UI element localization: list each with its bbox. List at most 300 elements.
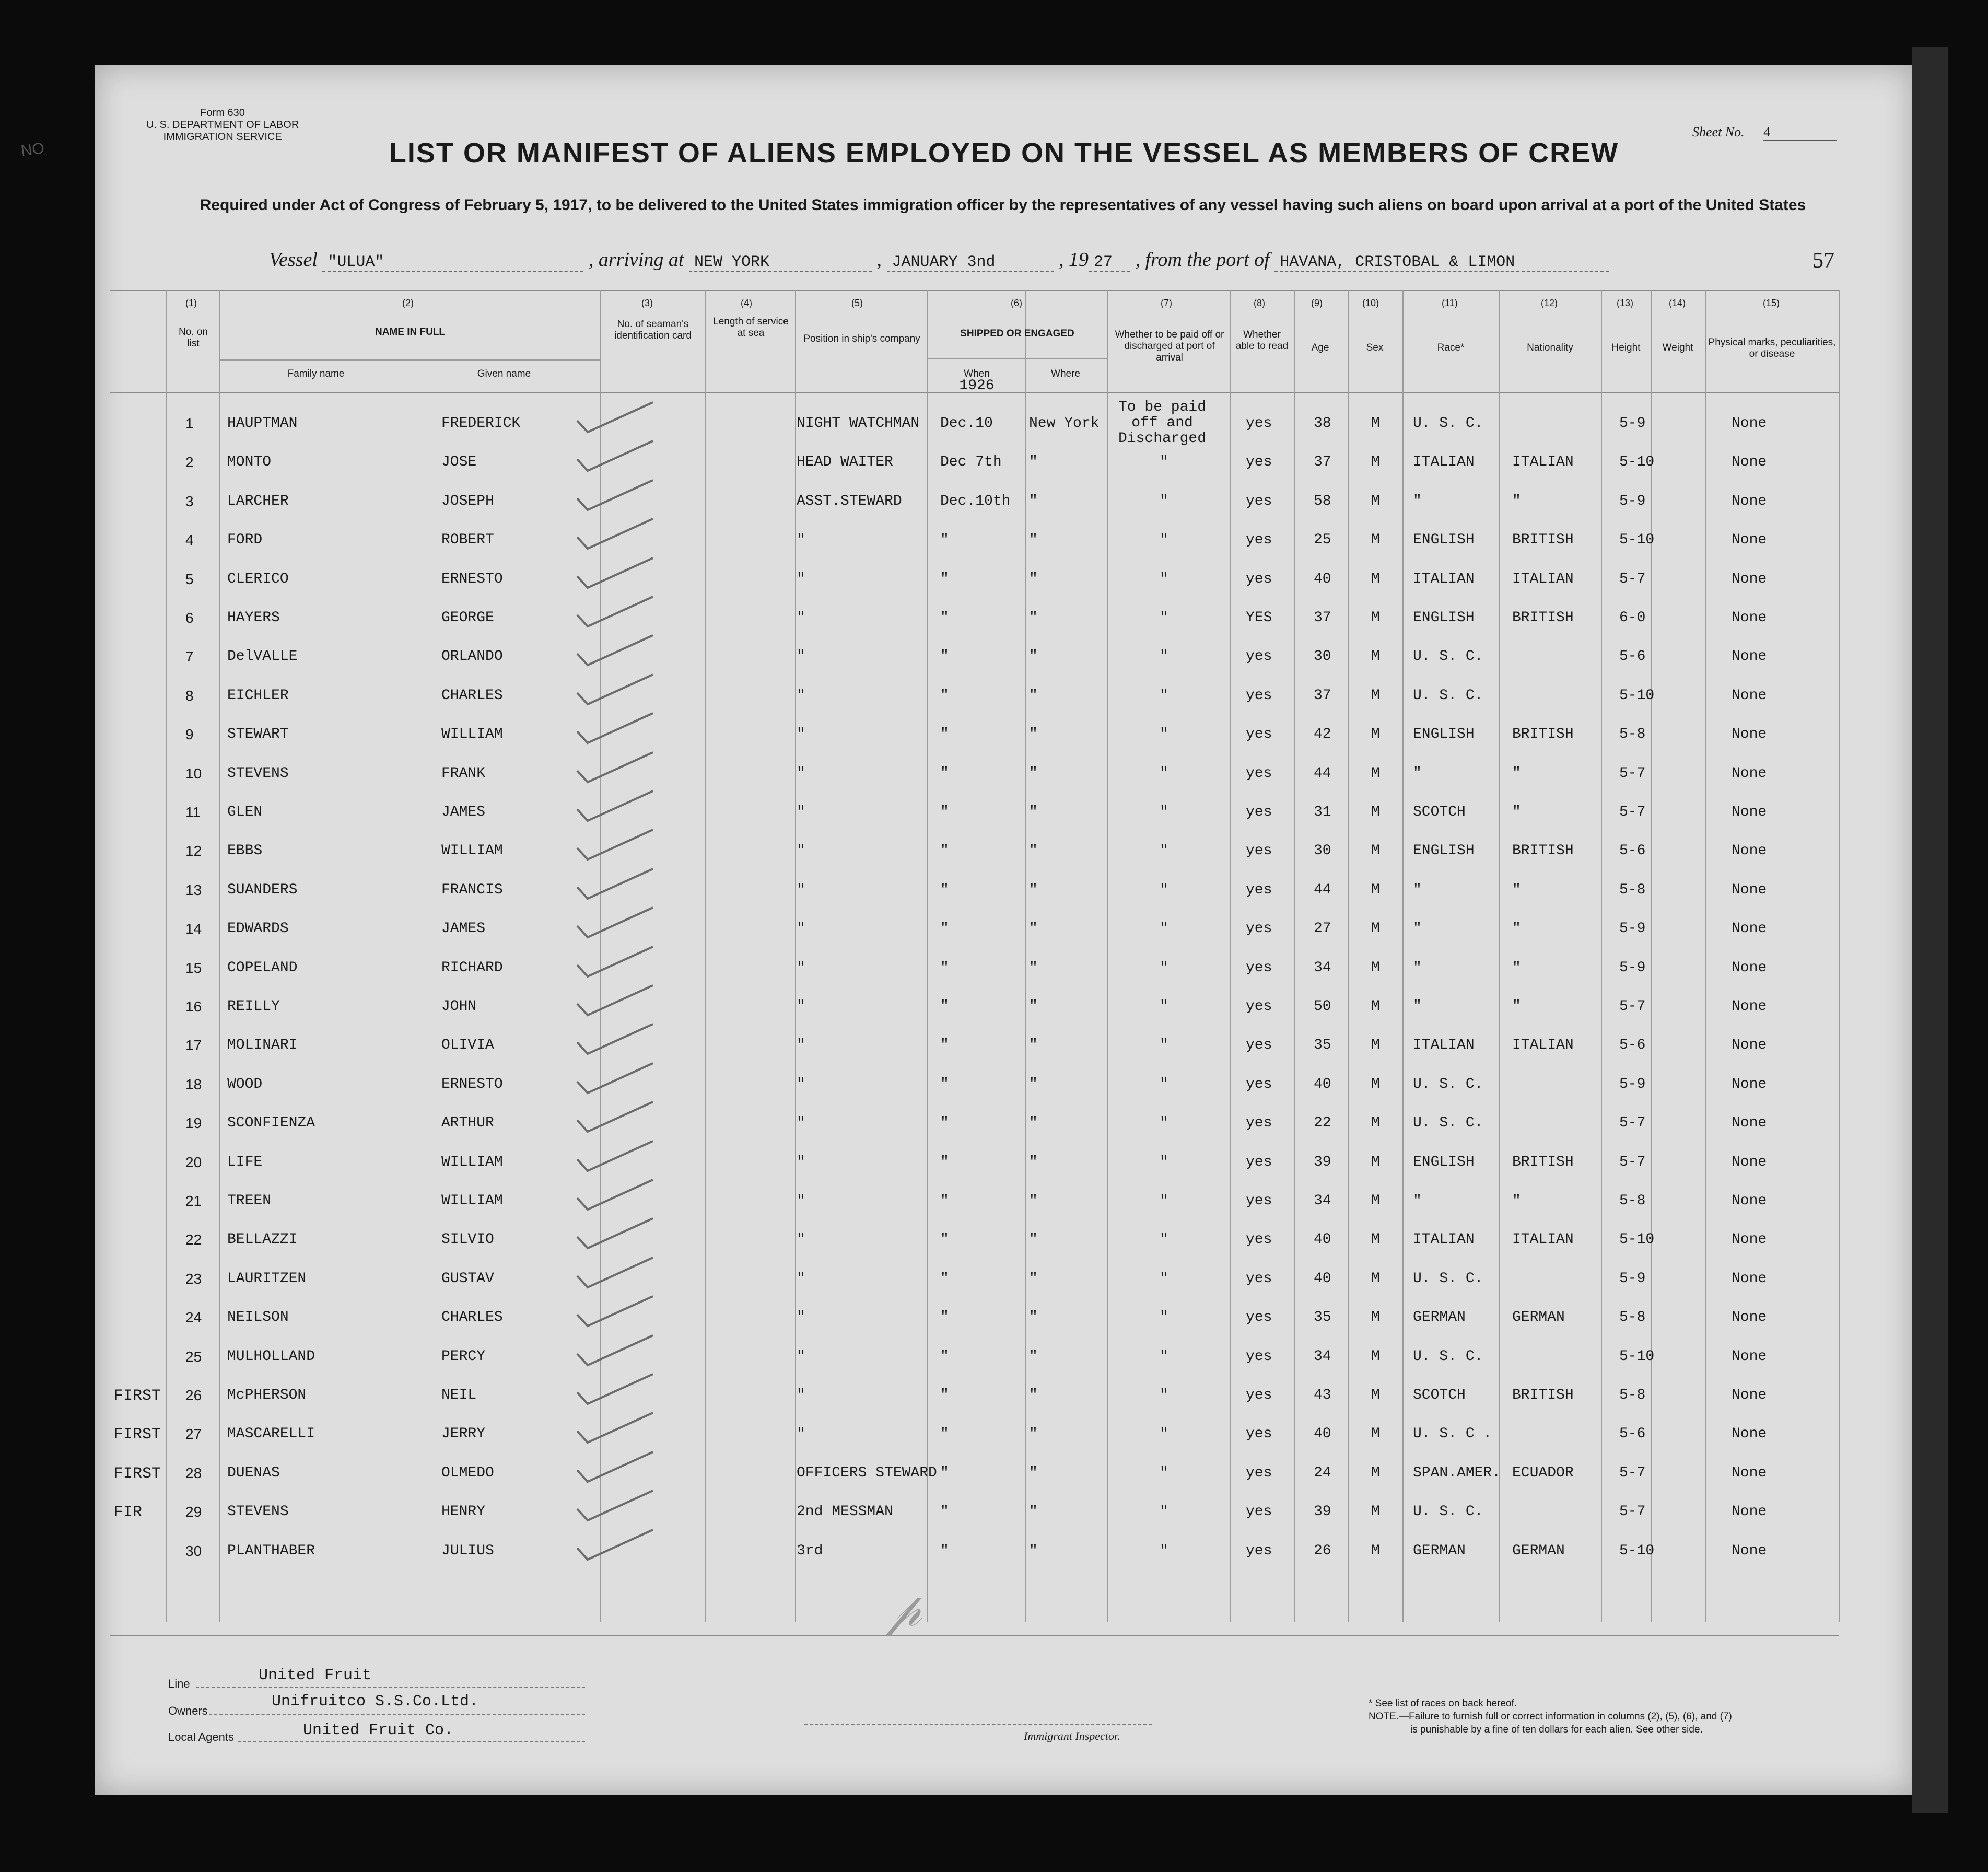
- position: ": [797, 648, 805, 665]
- height: 5-6: [1619, 843, 1646, 859]
- shipped-when: ": [940, 765, 949, 782]
- height: 5-9: [1619, 1270, 1646, 1287]
- paid-off: ": [1160, 1348, 1168, 1365]
- physical-marks: None: [1732, 1464, 1767, 1481]
- table-row: [0, 765, 1988, 804]
- physical-marks: None: [1732, 610, 1767, 626]
- height: 5-10: [1619, 1542, 1655, 1559]
- able-to-read: yes: [1246, 493, 1272, 509]
- arrival-date: JANUARY 3nd: [887, 253, 1054, 272]
- physical-marks: None: [1732, 1154, 1767, 1170]
- able-to-read: yes: [1246, 959, 1272, 976]
- shipped-when: Dec.10th: [940, 493, 1011, 509]
- shipped-where: ": [1029, 1387, 1038, 1403]
- shipped-where: ": [1029, 610, 1038, 626]
- shipped-header-rule: [927, 358, 1107, 359]
- shipped-when: ": [940, 804, 949, 820]
- race: SCOTCH: [1413, 1387, 1466, 1403]
- given-name: SILVIO: [441, 1231, 494, 1248]
- age: 35: [1314, 1309, 1331, 1326]
- position: ": [797, 1193, 805, 1209]
- given-name: GUSTAV: [441, 1270, 494, 1287]
- height: 5-7: [1619, 765, 1646, 782]
- nationality: ITALIAN: [1512, 1231, 1574, 1248]
- position: ": [797, 843, 805, 859]
- header-sex: Sex: [1366, 342, 1384, 353]
- shipped-when: ": [940, 881, 949, 898]
- checkmark-icon: [575, 788, 658, 825]
- shipped-where: ": [1029, 454, 1038, 471]
- shipped-where: ": [1029, 1309, 1038, 1326]
- paid-off: ": [1160, 959, 1168, 976]
- paid-off: To be paid off and Discharged: [1118, 399, 1207, 447]
- sex: M: [1371, 1348, 1380, 1365]
- age: 58: [1314, 493, 1331, 509]
- sex: M: [1371, 1193, 1380, 1209]
- age: 34: [1314, 1193, 1331, 1209]
- checkmark-icon: [575, 672, 658, 708]
- physical-marks: None: [1732, 1387, 1767, 1403]
- handwritten-signature: 𝓅: [888, 1584, 922, 1636]
- table-row: [0, 960, 1988, 998]
- header-position: Position in ship's company: [803, 333, 920, 344]
- height: 5-6: [1619, 1037, 1646, 1054]
- given-name: OLMEDO: [441, 1464, 494, 1481]
- side-annotation: FIRST: [114, 1387, 161, 1405]
- paid-off: ": [1160, 881, 1168, 898]
- nationality: GERMAN: [1512, 1309, 1565, 1326]
- table-row: [0, 998, 1988, 1037]
- physical-marks: None: [1732, 1348, 1767, 1365]
- sex: M: [1371, 1270, 1380, 1287]
- table-row: [0, 804, 1988, 843]
- races-note: * See list of races on back hereof.: [1369, 1698, 1517, 1709]
- age: 39: [1314, 1154, 1331, 1170]
- sheet-label: Sheet No.: [1692, 124, 1745, 139]
- row-number: 8: [185, 687, 194, 704]
- checkmark-icon: [575, 944, 658, 981]
- nationality: BRITISH: [1512, 843, 1574, 859]
- height: 5-8: [1619, 1193, 1646, 1209]
- nationality: ": [1512, 881, 1521, 898]
- given-name: WILLIAM: [441, 1154, 503, 1170]
- side-stamp: NO: [19, 139, 46, 160]
- paid-off: ": [1160, 648, 1168, 665]
- nationality: BRITISH: [1512, 610, 1574, 626]
- table-row: [0, 1465, 1988, 1504]
- shipped-when: ": [940, 1231, 949, 1248]
- page-subtitle: Required under Act of Congress of February 5, 1917, to be delivered to the United States immigration officer by the representatives of any vessel having such aliens on board upon arrival at a port of the United States: [200, 196, 1806, 214]
- checkmark-icon: [575, 866, 658, 903]
- penalty-note: NOTE.—Failure to furnish full or correct information in columns (2), (5), (6), and (7): [1369, 1711, 1732, 1722]
- nationality: ECUADOR: [1512, 1464, 1574, 1481]
- physical-marks: None: [1732, 493, 1767, 509]
- sex: M: [1371, 571, 1380, 587]
- age: 39: [1314, 1504, 1331, 1520]
- nationality: ": [1512, 1193, 1521, 1209]
- able-to-read: yes: [1246, 1542, 1272, 1559]
- table-row: [0, 571, 1988, 610]
- nationality: ": [1512, 804, 1521, 820]
- position: ": [797, 726, 805, 743]
- given-name: FREDERICK: [441, 415, 521, 432]
- physical-marks: None: [1732, 1115, 1767, 1132]
- shipped-when: ": [940, 1348, 949, 1365]
- arriving-label: , arriving at: [588, 249, 684, 271]
- paid-off: ": [1160, 1309, 1168, 1326]
- race: U. S. C.: [1413, 1076, 1483, 1092]
- shipped-when: Dec 7th: [940, 454, 1002, 471]
- height: 5-10: [1619, 454, 1655, 471]
- table-row: [0, 1115, 1988, 1154]
- position: ": [797, 1076, 805, 1092]
- race: ENGLISH: [1413, 726, 1475, 743]
- vessel-name: "ULUA": [322, 253, 583, 272]
- physical-marks: None: [1732, 998, 1767, 1015]
- sex: M: [1371, 454, 1380, 471]
- race: U. S. C.: [1413, 1348, 1483, 1365]
- row-number: 27: [185, 1426, 202, 1443]
- sex: M: [1371, 843, 1380, 859]
- physical-marks: None: [1732, 881, 1767, 898]
- checkmark-icon: [575, 1061, 658, 1097]
- row-number: 17: [185, 1037, 202, 1054]
- age: 40: [1314, 1270, 1331, 1287]
- race: SPAN.AMER.: [1413, 1464, 1501, 1481]
- shipped-where: ": [1029, 921, 1038, 937]
- race: U. S. C.: [1413, 415, 1483, 432]
- shipped-where: ": [1029, 687, 1038, 704]
- shipped-when: ": [940, 726, 949, 743]
- sex: M: [1371, 687, 1380, 704]
- family-name: MOLINARI: [227, 1037, 298, 1054]
- table-row: [0, 1387, 1988, 1426]
- age: 35: [1314, 1037, 1331, 1054]
- column-number: (8): [1254, 298, 1265, 308]
- shipped-where: ": [1029, 998, 1038, 1015]
- race: ": [1413, 959, 1422, 976]
- position: ": [797, 1270, 805, 1287]
- header-id-card: No. of seaman's identification card: [614, 319, 692, 341]
- age: 34: [1314, 959, 1331, 976]
- table-row: [0, 493, 1988, 532]
- physical-marks: None: [1732, 415, 1767, 432]
- age: 42: [1314, 726, 1331, 743]
- shipped-when: ": [940, 1464, 949, 1481]
- table-row: [0, 1348, 1988, 1387]
- nationality: ITALIAN: [1512, 1037, 1574, 1054]
- inspector-label: Immigrant Inspector.: [1024, 1729, 1120, 1742]
- row-number: 23: [185, 1270, 202, 1287]
- physical-marks: None: [1732, 804, 1767, 820]
- row-number: 9: [185, 726, 194, 743]
- shipped-where: ": [1029, 1076, 1038, 1092]
- checkmark-icon: [575, 1527, 658, 1564]
- given-name: JAMES: [441, 921, 486, 937]
- nationality: BRITISH: [1512, 1387, 1574, 1403]
- family-name: LARCHER: [227, 493, 289, 509]
- position: ": [797, 571, 805, 587]
- page-number: 57: [1812, 249, 1834, 273]
- race: GERMAN: [1413, 1309, 1466, 1326]
- race: ": [1413, 1193, 1422, 1209]
- race: U. S. C.: [1413, 648, 1483, 665]
- table-row: [0, 1543, 1988, 1582]
- header-height: Height: [1611, 342, 1641, 353]
- paid-off: ": [1160, 1464, 1168, 1481]
- checkmark-icon: [575, 1371, 658, 1408]
- shipped-where: ": [1029, 726, 1038, 743]
- vessel-line: Vessel "ULUA" , arriving at NEW YORK , JANUARY 3nd , 19 27 , from the port of HAVANA, CRISTOBAL & LIMON: [269, 248, 1609, 272]
- shipped-when: ": [940, 1426, 949, 1443]
- age: 31: [1314, 804, 1331, 820]
- height: 5-9: [1619, 921, 1646, 937]
- given-name: ARTHUR: [441, 1115, 494, 1132]
- shipped-when: ": [940, 1076, 949, 1092]
- row-number: 14: [185, 921, 202, 937]
- given-name: CHARLES: [441, 687, 503, 704]
- header-where: Where: [1051, 368, 1080, 379]
- row-number: 26: [185, 1387, 202, 1403]
- given-name: WILLIAM: [441, 843, 503, 859]
- shipped-where: ": [1029, 532, 1038, 549]
- paid-off: ": [1160, 454, 1168, 471]
- given-name: ERNESTO: [441, 571, 503, 587]
- position: ": [797, 881, 805, 898]
- race: ENGLISH: [1413, 843, 1475, 859]
- family-name: NEILSON: [227, 1309, 289, 1326]
- sex: M: [1371, 1542, 1380, 1559]
- sex: M: [1371, 532, 1380, 549]
- row-number: 13: [185, 881, 202, 898]
- shipped-where: ": [1029, 1426, 1038, 1443]
- paid-off: ": [1160, 1426, 1168, 1443]
- given-name: GEORGE: [441, 610, 494, 626]
- footer-line-rule: [196, 1687, 585, 1688]
- position: ": [797, 1037, 805, 1054]
- shipped-when: ": [940, 687, 949, 704]
- shipped-when: ": [940, 959, 949, 976]
- row-number: 21: [185, 1193, 202, 1209]
- paid-off: ": [1160, 765, 1168, 782]
- able-to-read: yes: [1246, 843, 1272, 859]
- race: U. S. C.: [1413, 687, 1483, 704]
- given-name: PERCY: [441, 1348, 486, 1365]
- table-row: [0, 1076, 1988, 1115]
- position: ": [797, 1387, 805, 1403]
- shipped-when: ": [940, 843, 949, 859]
- family-name: REILLY: [227, 998, 280, 1015]
- row-number: 3: [185, 493, 194, 509]
- row-number: 10: [185, 765, 202, 782]
- header-nationality: Nationality: [1527, 342, 1573, 353]
- given-name: JULIUS: [441, 1542, 494, 1559]
- height: 5-9: [1619, 493, 1646, 509]
- footer-agents-value: United Fruit Co.: [303, 1722, 454, 1739]
- able-to-read: yes: [1246, 921, 1272, 937]
- header-physical-marks: Physical marks, peculiarities, or disease: [1708, 337, 1836, 359]
- table-row: [0, 454, 1988, 493]
- row-number: 20: [185, 1154, 202, 1170]
- header-able-to-read: Whether able to read: [1235, 329, 1289, 352]
- position: ": [797, 610, 805, 626]
- given-name: FRANCIS: [441, 881, 503, 898]
- shipped-where: ": [1029, 843, 1038, 859]
- able-to-read: yes: [1246, 765, 1272, 782]
- sheet-value: 4: [1763, 124, 1837, 141]
- column-number: (1): [185, 298, 197, 308]
- table-row: [0, 648, 1988, 687]
- height: 5-8: [1619, 881, 1646, 898]
- able-to-read: yes: [1246, 1193, 1272, 1209]
- row-number: 5: [185, 571, 194, 587]
- table-row: [0, 1504, 1988, 1542]
- shipped-when: ": [940, 1270, 949, 1287]
- checkmark-icon: [575, 1449, 658, 1486]
- header-year: 1926: [959, 378, 995, 394]
- position: ": [797, 921, 805, 937]
- able-to-read: yes: [1246, 804, 1272, 820]
- physical-marks: None: [1732, 1076, 1767, 1092]
- row-number: 12: [185, 843, 202, 859]
- able-to-read: yes: [1246, 687, 1272, 704]
- race: ": [1413, 493, 1422, 509]
- height: 5-7: [1619, 571, 1646, 587]
- checkmark-icon: [575, 750, 658, 786]
- able-to-read: yes: [1246, 1504, 1272, 1520]
- penalty-note-cont: is punishable by a fine of ten dollars for each alien. See other side.: [1410, 1724, 1703, 1735]
- race: SCOTCH: [1413, 804, 1466, 820]
- header-race: Race*: [1437, 342, 1465, 353]
- departure-ports: HAVANA, CRISTOBAL & LIMON: [1274, 253, 1609, 272]
- physical-marks: None: [1732, 765, 1767, 782]
- footer-line-label: Line: [168, 1677, 190, 1690]
- family-name: MASCARELLI: [227, 1426, 315, 1443]
- name-header-rule: [219, 359, 600, 361]
- shipped-when: ": [940, 921, 949, 937]
- given-name: ROBERT: [441, 532, 494, 549]
- race: GERMAN: [1413, 1542, 1466, 1559]
- family-name: STEVENS: [227, 1504, 289, 1520]
- family-name: DUENAS: [227, 1464, 280, 1481]
- family-name: WOOD: [227, 1076, 263, 1092]
- row-number: 19: [185, 1115, 202, 1132]
- row-number: 1: [185, 415, 194, 432]
- row-number: 30: [185, 1542, 202, 1559]
- column-number: (3): [641, 298, 653, 308]
- sex: M: [1371, 1076, 1380, 1092]
- paid-off: ": [1160, 1037, 1168, 1054]
- nationality: ITALIAN: [1512, 454, 1574, 471]
- checkmark-icon: [575, 1021, 658, 1058]
- position: OFFICERS STEWARD: [797, 1464, 937, 1481]
- height: 5-7: [1619, 1464, 1646, 1481]
- column-number: (11): [1442, 298, 1458, 308]
- family-name: EDWARDS: [227, 921, 289, 937]
- column-number: (12): [1541, 298, 1558, 308]
- table-row: [0, 1037, 1988, 1076]
- paid-off: ": [1160, 571, 1168, 587]
- family-name: FORD: [227, 532, 263, 549]
- age: 25: [1314, 532, 1331, 549]
- paid-off: ": [1160, 1193, 1168, 1209]
- table-row: [0, 399, 1988, 454]
- side-annotation: FIRST: [114, 1464, 161, 1483]
- nationality: BRITISH: [1512, 1154, 1574, 1170]
- paid-off: ": [1160, 1115, 1168, 1132]
- family-name: LAURITZEN: [227, 1270, 307, 1287]
- row-number: 24: [185, 1309, 202, 1326]
- sex: M: [1371, 1037, 1380, 1054]
- checkmark-icon: [575, 983, 658, 1019]
- shipped-when: ": [940, 998, 949, 1015]
- checkmark-icon: [575, 633, 658, 669]
- height: 5-8: [1619, 1309, 1646, 1326]
- row-number: 11: [185, 804, 201, 820]
- footer-owners-label: Owners: [168, 1704, 208, 1717]
- year-prefix: , 19: [1059, 249, 1089, 271]
- height: 5-10: [1619, 687, 1655, 704]
- race: ": [1413, 881, 1422, 898]
- height: 5-10: [1619, 1348, 1655, 1365]
- family-name: DelVALLE: [227, 648, 298, 665]
- able-to-read: yes: [1246, 726, 1272, 743]
- checkmark-icon: [575, 478, 658, 514]
- height: 5-8: [1619, 726, 1646, 743]
- table-row: [0, 1309, 1988, 1348]
- header-when: When: [964, 368, 990, 379]
- family-name: GLEN: [227, 804, 263, 820]
- paid-off: ": [1160, 493, 1168, 509]
- table-row: [0, 1426, 1988, 1464]
- given-name: JAMES: [441, 804, 486, 820]
- given-name: JOSEPH: [441, 493, 494, 509]
- paid-off: ": [1160, 998, 1168, 1015]
- table-row: [0, 726, 1988, 765]
- shipped-where: New York: [1029, 415, 1100, 432]
- paid-off: ": [1160, 610, 1168, 626]
- header-no-on-list: No. on list: [179, 327, 208, 349]
- given-name: CHARLES: [441, 1309, 503, 1326]
- physical-marks: None: [1732, 571, 1767, 587]
- race: ITALIAN: [1413, 571, 1475, 587]
- physical-marks: None: [1732, 1231, 1767, 1248]
- header-length-of-service: Length of service at sea: [713, 316, 789, 339]
- sex: M: [1371, 1504, 1380, 1520]
- shipped-where: ": [1029, 1154, 1038, 1170]
- sex: M: [1371, 1464, 1380, 1481]
- row-number: 7: [185, 648, 194, 665]
- checkmark-icon: [575, 711, 658, 747]
- given-name: FRANK: [441, 765, 486, 782]
- from-label: , from the port of: [1135, 249, 1270, 271]
- nationality: ": [1512, 921, 1521, 937]
- position: NIGHT WATCHMAN: [797, 415, 920, 432]
- shipped-where: ": [1029, 1270, 1038, 1287]
- checkmark-icon: [575, 1255, 658, 1292]
- shipped-where: ": [1029, 1231, 1038, 1248]
- height: 5-10: [1619, 1231, 1655, 1248]
- able-to-read: yes: [1246, 1231, 1272, 1248]
- physical-marks: None: [1732, 843, 1767, 859]
- race: U. S. C.: [1413, 1504, 1483, 1520]
- shipped-when: ": [940, 1387, 949, 1403]
- position: ": [797, 1309, 805, 1326]
- age: 37: [1314, 610, 1331, 626]
- nationality: BRITISH: [1512, 532, 1574, 549]
- able-to-read: yes: [1246, 1387, 1272, 1403]
- family-name: STEWART: [227, 726, 289, 743]
